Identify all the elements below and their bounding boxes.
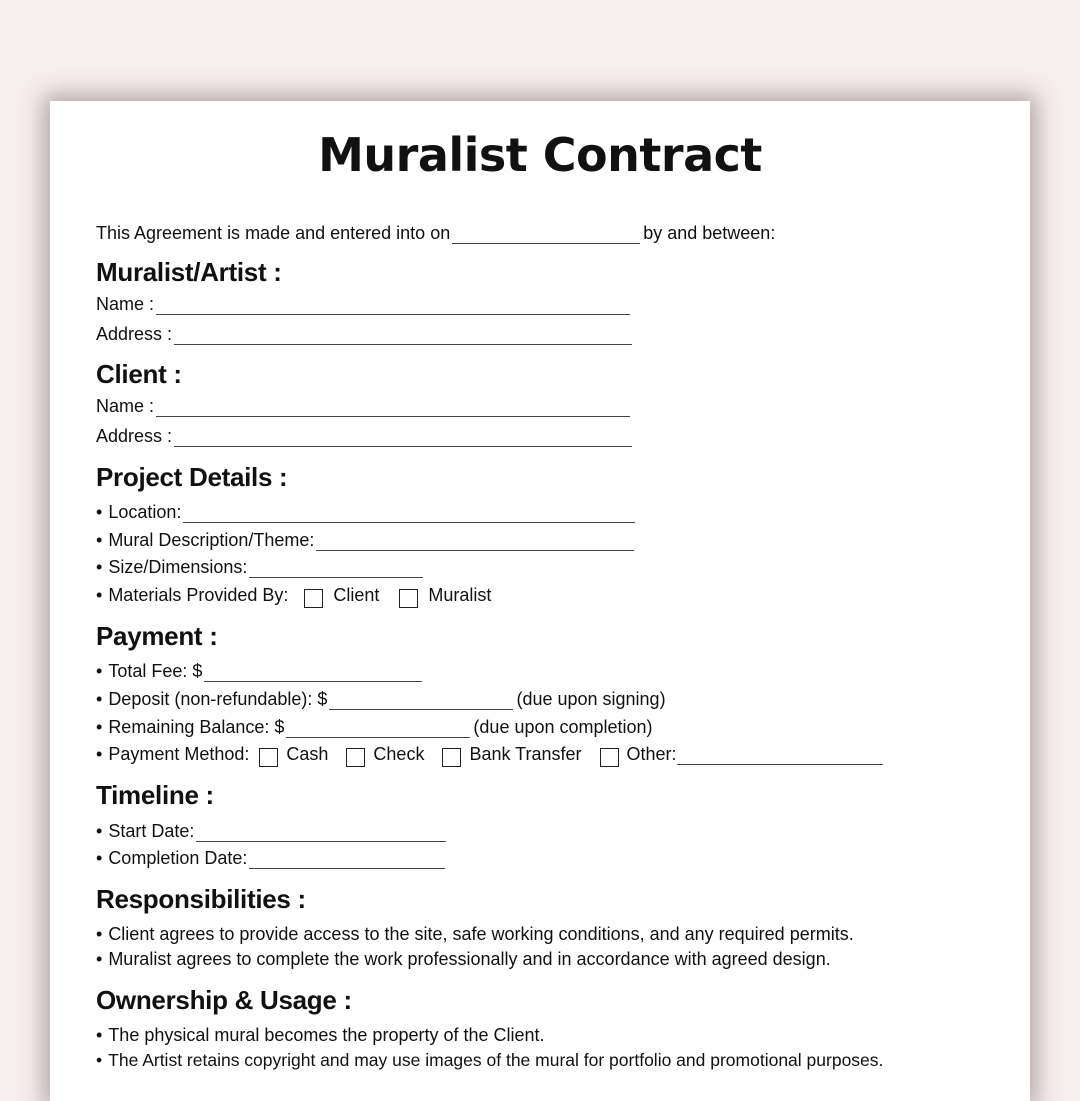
bullet: •: [96, 821, 103, 841]
location-label: Location:: [108, 502, 182, 522]
ownership-text: The physical mural becomes the property of the Client.: [108, 1025, 545, 1045]
bullet: •: [96, 1025, 103, 1045]
bullet: •: [96, 848, 103, 868]
balance-label: Remaining Balance: $: [108, 717, 285, 737]
description-row: [96, 529, 637, 551]
agreement-date-field[interactable]: [452, 225, 640, 244]
completion-date-field[interactable]: [249, 850, 445, 869]
bullet: •: [96, 924, 103, 944]
completion-date-row: [96, 847, 448, 869]
other-label: Other:: [626, 744, 677, 764]
muralist-name-field[interactable]: [156, 296, 630, 315]
bullet: •: [96, 717, 103, 737]
deposit-note: (due upon signing): [516, 689, 666, 709]
project-heading: Project Details :: [96, 462, 288, 492]
muralist-name-row: [96, 293, 633, 315]
page-title: Muralist Contract: [318, 128, 762, 182]
bullet: •: [96, 502, 103, 522]
payment-heading: Payment :: [96, 621, 218, 651]
check-label: Check: [373, 744, 425, 764]
location-field[interactable]: [183, 504, 635, 523]
size-field[interactable]: [249, 559, 423, 578]
bullet: •: [96, 661, 103, 681]
bullet: •: [96, 1050, 103, 1070]
size-row: [96, 556, 426, 578]
responsibility-text: Client agrees to provide access to the site, safe working conditions, and any required permits.: [108, 924, 854, 944]
bank-transfer-checkbox[interactable]: [442, 748, 461, 767]
responsibility-item: [96, 948, 831, 970]
client-address-label: Address :: [96, 426, 173, 446]
cash-checkbox[interactable]: [259, 748, 278, 767]
client-name-label: Name :: [96, 396, 155, 416]
bullet: •: [96, 689, 103, 709]
cash-label: Cash: [286, 744, 329, 764]
other-field[interactable]: [677, 746, 883, 765]
ownership-item: [96, 1049, 883, 1071]
responsibilities-heading: Responsibilities :: [96, 884, 306, 914]
muralist-heading: Muralist/Artist :: [96, 257, 282, 287]
materials-client-label: Client: [333, 585, 380, 605]
materials-client-checkbox[interactable]: [304, 589, 323, 608]
ownership-heading: Ownership & Usage :: [96, 985, 352, 1015]
materials-muralist-label: Muralist: [428, 585, 492, 605]
client-address-row: [96, 425, 635, 447]
muralist-name-label: Name :: [96, 294, 155, 314]
location-row: [96, 501, 638, 523]
deposit-row: [96, 688, 666, 710]
bullet: •: [96, 557, 103, 577]
start-date-label: Start Date:: [108, 821, 195, 841]
deposit-label: Deposit (non-refundable): $: [108, 689, 328, 709]
description-label: Mural Description/Theme:: [108, 530, 315, 550]
materials-row: [96, 584, 491, 606]
client-address-field[interactable]: [174, 428, 632, 447]
size-label: Size/Dimensions:: [108, 557, 248, 577]
bullet: •: [96, 949, 103, 969]
client-heading: Client :: [96, 359, 182, 389]
start-date-row: [96, 820, 449, 842]
payment-method-label: Payment Method:: [108, 744, 250, 764]
ownership-text: The Artist retains copyright and may use images of the mural for portfolio and promotional purposes.: [108, 1050, 884, 1070]
payment-method-row: [96, 743, 886, 765]
start-date-field[interactable]: [196, 823, 446, 842]
balance-row: [96, 716, 653, 738]
bullet: •: [96, 530, 103, 550]
ownership-item: [96, 1024, 545, 1046]
other-checkbox[interactable]: [600, 748, 619, 767]
muralist-address-row: [96, 323, 635, 345]
balance-field[interactable]: [286, 719, 470, 738]
total-fee-label: Total Fee: $: [108, 661, 203, 681]
bank-transfer-label: Bank Transfer: [469, 744, 582, 764]
description-field[interactable]: [316, 532, 634, 551]
muralist-address-field[interactable]: [174, 326, 632, 345]
responsibility-item: [96, 923, 854, 945]
intro-row: [96, 222, 775, 244]
client-name-row: [96, 395, 633, 417]
total-fee-row: [96, 660, 425, 682]
check-checkbox[interactable]: [346, 748, 365, 767]
client-name-field[interactable]: [156, 398, 630, 417]
bullet: •: [96, 585, 103, 605]
materials-label: Materials Provided By:: [108, 585, 289, 605]
intro-text-after: by and between:: [643, 223, 776, 243]
completion-date-label: Completion Date:: [108, 848, 248, 868]
muralist-address-label: Address :: [96, 324, 173, 344]
timeline-heading: Timeline :: [96, 780, 214, 810]
total-fee-field[interactable]: [204, 663, 422, 682]
balance-note: (due upon completion): [473, 717, 653, 737]
responsibility-text: Muralist agrees to complete the work professionally and in accordance with agreed design.: [108, 949, 831, 969]
deposit-field[interactable]: [329, 691, 513, 710]
bullet: •: [96, 744, 103, 764]
intro-text: This Agreement is made and entered into on: [96, 223, 451, 243]
materials-muralist-checkbox[interactable]: [399, 589, 418, 608]
